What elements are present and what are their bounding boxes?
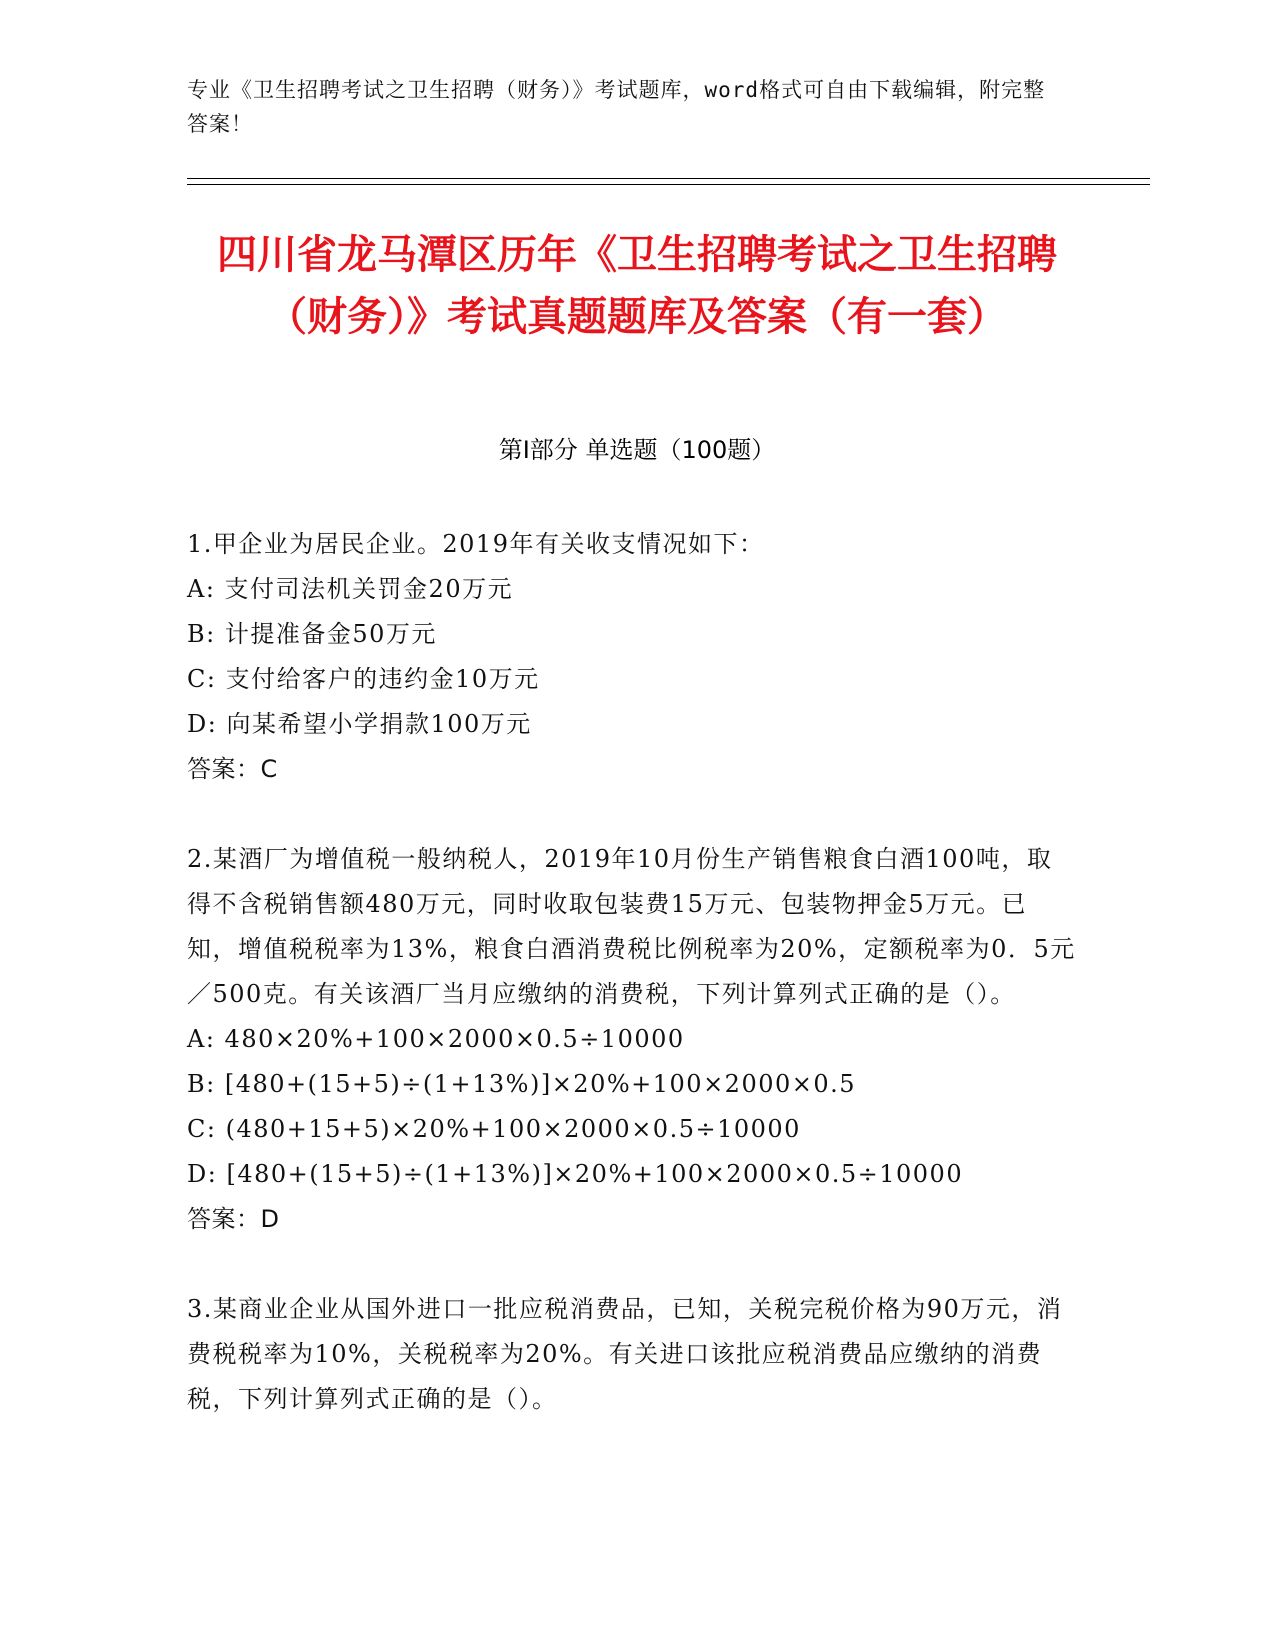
option-a: A: 支付司法机关罚金20万元 (187, 575, 514, 603)
answer-line: 答案：C (187, 755, 278, 783)
option-a: A: 480×20%+100×2000×0.5÷10000 (187, 1025, 685, 1053)
question-1 (187, 522, 1077, 792)
document-title: 四川省龙马潭区历年《卫生招聘考试之卫生招聘（财务）》考试真题题库及答案（有一套） (217, 232, 1057, 340)
question-stem: 1.甲企业为居民企业。2019年有关收支情况如下： (187, 530, 765, 558)
header-rule-bottom (187, 184, 1150, 185)
option-c: C: 支付给客户的违约金10万元 (187, 665, 540, 693)
question-3 (187, 1287, 1077, 1422)
header-note: 专业《卫生招聘考试之卫生招聘（财务）》考试题库，word格式可自由下载编辑，附完整答案！ (187, 78, 1046, 136)
option-b: B: 计提准备金50万元 (187, 620, 437, 648)
option-d: D: 向某希望小学捐款100万元 (187, 710, 532, 738)
option-b: B: [480+(15+5)÷(1+13%)]×20%+100×2000×0.5 (187, 1070, 857, 1098)
option-c: C: (480+15+5)×20%+100×2000×0.5÷10000 (187, 1115, 801, 1143)
header-rule-top (187, 178, 1150, 179)
question-list (187, 522, 1077, 1422)
question-stem: 3.某商业企业从国外进口一批应税消费品，已知，关税完税价格为90万元，消费税税率为10%，关税税率为20%。有关进口该批应税消费品应缴纳的消费税，下列计算列式正确的是（）。 (187, 1295, 1063, 1413)
question-stem: 2.某酒厂为增值税一般纳税人，2019年10月份生产销售粮食白酒100吨，取得不含税销售额480万元，同时收取包装费15万元、包装物押金5万元。已知，增值税税率为13%，粮食白酒消费税比例税率为20%，定额税率为0．5元／500克。有关该酒厂当月应缴纳的消费税，下列计算列式正确的是（）。 (187, 845, 1076, 1008)
answer-line: 答案：D (187, 1205, 280, 1233)
question-2 (187, 837, 1077, 1242)
section-title: 第I部分 单选题（100题） (498, 436, 776, 464)
option-d: D: [480+(15+5)÷(1+13%)]×20%+100×2000×0.5÷10000 (187, 1160, 964, 1188)
